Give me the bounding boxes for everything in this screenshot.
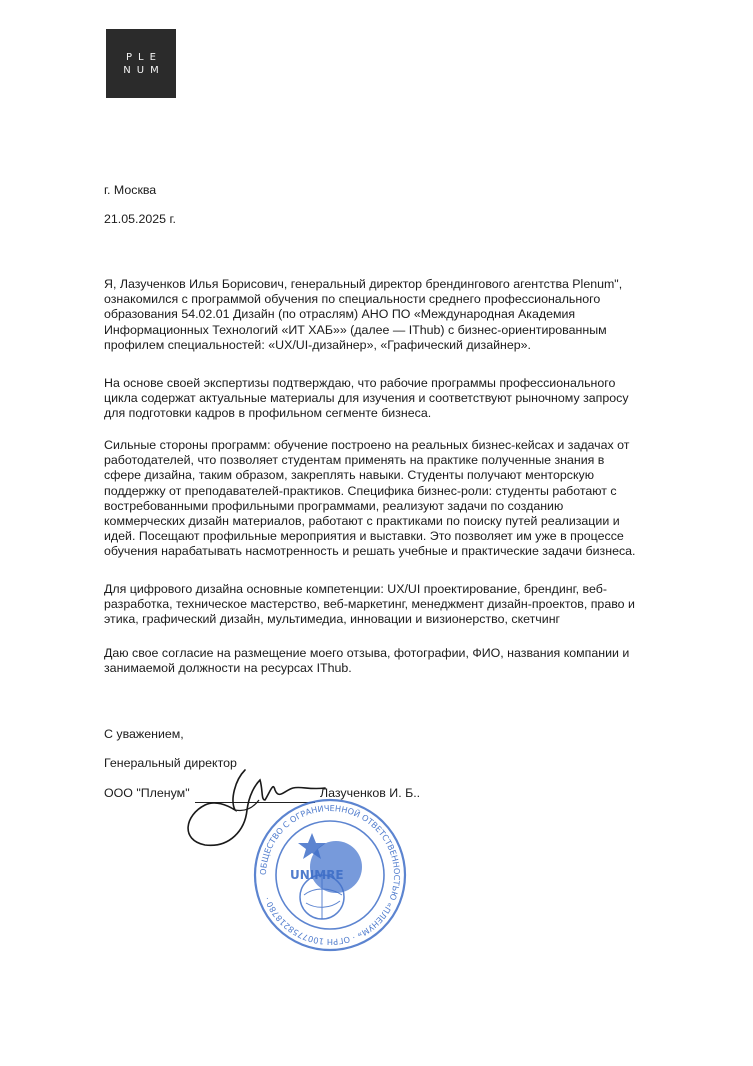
- closing-regards: С уважением,: [104, 727, 184, 741]
- text-line: Даю свое согласие на размещение моего отзыва, фотографии, ФИО, названия компании и: [104, 646, 630, 660]
- text-line: разработка, техническое мастерство, веб-маркетинг, менеджмент дизайн-проектов, право и: [104, 597, 635, 612]
- text-line: для подготовки кадров в профильном сегменте бизнеса.: [104, 406, 432, 421]
- city: г. Москва: [104, 183, 157, 197]
- company-name: ООО "Пленум": [104, 786, 190, 800]
- paragraph-confirmation: [104, 376, 708, 422]
- text-line: Информационных Технологий «ИТ ХАБ»» (далее — IThub) с бизнес-ориентированным: [104, 322, 607, 337]
- text-line: образования 54.02.01 Дизайн (по отраслям) АНО ПО «Международная Академия: [104, 307, 576, 322]
- company-seal: [250, 795, 410, 955]
- text-line: коммерческих дизайн материалов, работают с практиками по поиску путей реализации и: [104, 514, 620, 529]
- text-line: поддержку от преподавателей-практиков. Специфика бизнес-роли: студенты работают с: [104, 483, 617, 498]
- signer-position: Генеральный директор: [104, 756, 237, 770]
- text-line: Сильные стороны программ: обучение построено на реальных бизнес-кейсах и задачах от: [104, 438, 630, 452]
- text-line: сфере дизайна, таким образом, закреплять навыки. Студенты получают менторскую: [104, 468, 594, 483]
- signer-name: Лазученков И. Б..: [320, 786, 421, 800]
- paragraph-strengths: [104, 438, 708, 560]
- text-line: Я, Лазученков Илья Борисович, генеральный директор брендингового агентства Plenum",: [104, 277, 623, 291]
- seal-letters: UNIMRE: [290, 868, 344, 882]
- text-line: занимаемой должности на ресурсах IThub.: [104, 661, 352, 676]
- text-line: востребованными профильными программами, реализуют задачи по созданию: [104, 498, 564, 513]
- text-line: работодателей, что позволяет студентам применять на практике полученные знания в: [104, 453, 605, 468]
- text-line: идей. Посещают профильные мероприятия и выставки. Это позволяет им уже в процессе: [104, 529, 624, 544]
- text-line: этика, графический дизайн, мультимедиа, инновации и визионерство, скетчинг: [104, 612, 561, 627]
- text-line: цикла содержат актуальные материалы для изучения и соответствуют рыночному запросу: [104, 391, 629, 406]
- paragraph-consent: [104, 646, 708, 676]
- logo-text-line2: NUM: [123, 64, 165, 76]
- letter-date: 21.05.2025 г.: [104, 212, 176, 226]
- paragraph-competencies: [104, 582, 708, 628]
- text-line: ознакомился с программой обучения по специальности среднего профессионального: [104, 292, 601, 307]
- logo-text-line1: PLE: [126, 51, 162, 63]
- seal-ring-text: ОБЩЕСТВО С ОГРАНИЧЕННОЙ ОТВЕТСТВЕННОСТЬЮ «ПЛЕНУМ» · ОГРН 1007758218780 ·: [257, 802, 403, 948]
- company-logo: [106, 29, 176, 98]
- text-line: профилем специальностей: «UX/UI-дизайнер», «Графический дизайнер».: [104, 337, 532, 352]
- text-line: Для цифрового дизайна основные компетенции: UX/UI проектирование, брендинг, веб-: [104, 582, 607, 596]
- paragraph-intro: [104, 277, 708, 353]
- text-line: обучения нарабатывать насмотренность и решать учебные и практические задачи бизнеса.: [104, 544, 636, 559]
- text-line: На основе своей экспертизы подтверждаю, что рабочие программы профессионального: [104, 376, 616, 390]
